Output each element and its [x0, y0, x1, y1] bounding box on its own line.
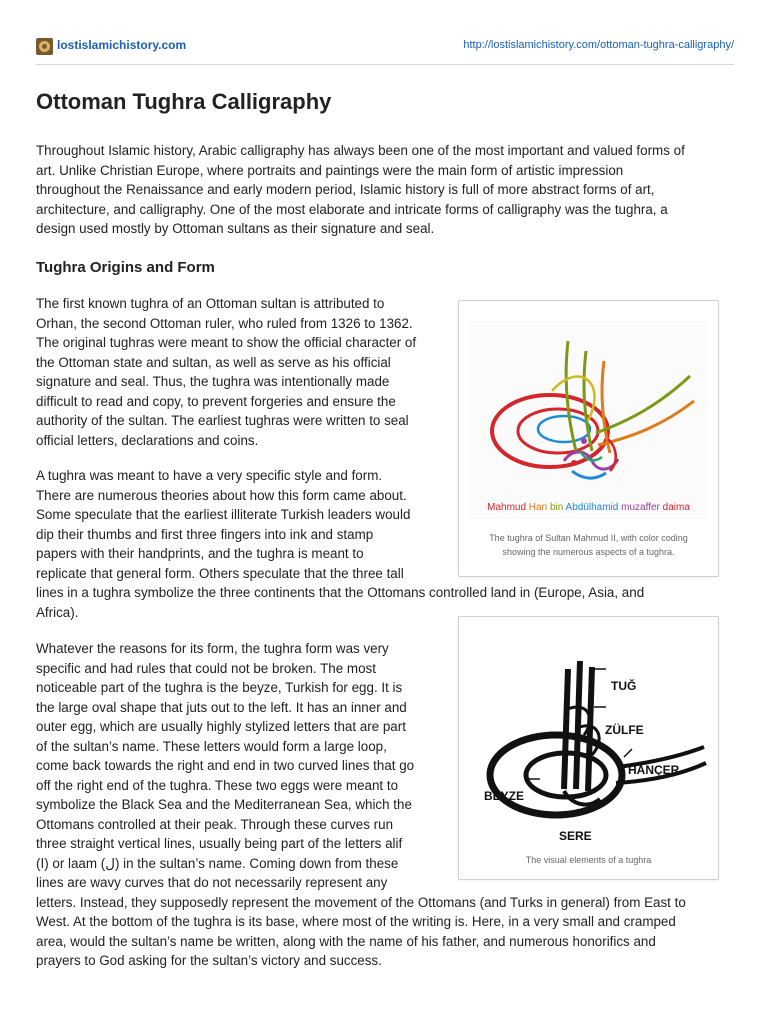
text-line: design used mostly by Ottoman sultans as their signature and seal. — [36, 221, 435, 236]
text-line: Africa). — [36, 604, 79, 620]
text-line: Whatever the reasons for its form, the tughra form was very — [36, 641, 389, 656]
text-line: papers with their handprints, and the tughra is meant to — [36, 546, 364, 561]
caption-line: The tughra of Sultan Mahmud II, with color coding — [489, 533, 688, 543]
text-line: letters. Instead, they supposedly represent the movement of the Ottomans (and Turks in general) from East to — [36, 894, 686, 910]
tughra-color-image — [468, 321, 708, 519]
legend-mahmud: Mahmud — [487, 502, 527, 513]
legend-bin: bin — [549, 502, 564, 513]
text-line: lines in a tughra symbolize the three continents that the Ottomans controlled land in (Europe, Asia, and — [36, 585, 645, 600]
header-divider — [36, 64, 734, 65]
text-line: The first known tughra of an Ottoman sultan is attributed to — [36, 296, 385, 311]
text-line: specific and had rules that could not be broken. The most — [36, 660, 376, 676]
text-line: area, would the sultan’s name be written, along with the name of his father, and numerous honorifics and — [36, 933, 656, 949]
text-line: come back towards the right and end in two curved lines that go — [36, 758, 415, 773]
text-line: A tughra was meant to have a very specific style and form. — [36, 468, 383, 483]
tughra-elements-drawing — [468, 639, 708, 843]
tughra-elements-image — [468, 639, 708, 843]
text-line: replicate that general form. Others speculate that the three tall — [36, 565, 404, 581]
text-line: signature and seal. Thus, the tughra was intentionally made — [36, 374, 390, 389]
site-logo-icon — [36, 38, 53, 55]
text-line: lines are wavy curves that do not necessarily represent any — [36, 875, 388, 890]
text-line: throughout the Renaissance and early modern period, Islamic history is full of more abstract forms of art, — [36, 182, 655, 197]
legend-abdulhamid: Abdülhamid — [565, 502, 619, 513]
text-line: The original tughras were meant to show the official character of — [36, 335, 417, 350]
figure-tughra-elements — [458, 616, 719, 880]
figure1-caption — [459, 531, 718, 559]
text-line: symbolize the Black Sea and the Mediterranean Sea, which the — [36, 797, 412, 812]
tughra-drawing — [468, 321, 708, 519]
text-line: authority of the sultan. The earliest tughras were written to seal — [36, 413, 409, 428]
figure-mahmud-tughra — [458, 300, 719, 577]
label-tug: TUĞ — [611, 679, 637, 693]
color-legend — [459, 501, 718, 514]
text-line: dip their thumbs and first three fingers into ink and stamp — [36, 526, 374, 542]
text-line: the large oval shape that juts out to the left. It has an inner and — [36, 699, 407, 715]
text-line: off the right end of the tughra. These two eggs were meant to — [36, 777, 399, 793]
text-line: art. Unlike Christian Europe, where portraits and paintings were the main form of artistic impression — [36, 162, 624, 178]
page-title: Ottoman Tughra Calligraphy — [36, 89, 332, 114]
label-sere: SERE — [559, 829, 592, 843]
legend-daima: daima — [662, 502, 690, 513]
page-url-link[interactable]: http://lostislamichistory.com/ottoman-tughra-calligraphy/ — [463, 39, 734, 51]
text-line: There are numerous theories about how this form came about. — [36, 487, 407, 503]
text-line: the Ottoman state and sultan, as well as serve as his official — [36, 354, 391, 370]
text-line: official letters, declarations and coins. — [36, 432, 259, 448]
text-line: three straight vertical lines, usually being part of the letters alif — [36, 836, 403, 851]
label-hancer: HANÇER — [628, 763, 680, 777]
text-line: difficult to read and copy, to prevent forgeries and ensure the — [36, 393, 396, 409]
caption-line: showing the numerous aspects of a tughra. — [502, 547, 675, 557]
legend-han: Han — [528, 502, 548, 513]
text-line: West. At the bottom of the tughra is its base, where most of the writing is. Here, in a very small and cramped — [36, 914, 676, 929]
text-line: Some speculate that the earliest illiterate Turkish leaders would — [36, 507, 411, 522]
text-line: (ا) or laam (ل) in the sultan’s name. Coming down from these — [36, 855, 399, 871]
figure2-caption: The visual elements of a tughra — [525, 855, 652, 865]
text-line: architecture, and calligraphy. One of the most elaborate and intricate forms of calligraphy was the tughra, a — [36, 201, 668, 217]
site-name-link[interactable]: lostislamichistory.com — [57, 38, 187, 52]
label-zulfe: ZÜLFE — [605, 723, 644, 737]
text-line: prayers to God asking for the sultan’s victory and success. — [36, 953, 382, 968]
legend-muzaffer: muzaffer — [621, 502, 660, 513]
intro-paragraph — [36, 141, 736, 239]
section-heading: Tughra Origins and Form — [36, 259, 215, 276]
page-header — [36, 36, 734, 58]
text-line: of the sultan’s name. These letters would form a large loop, — [36, 738, 387, 754]
label-beyze: BEYZE — [484, 789, 525, 803]
text-line: Ottomans controlled at their peak. Through these curves run — [36, 816, 394, 832]
text-line: outer egg, which are usually highly stylized letters that are part — [36, 719, 406, 734]
paragraph-origins — [36, 294, 451, 450]
text-line: Orhan, the second Ottoman ruler, who ruled from 1326 to 1362. — [36, 315, 413, 331]
text-line: noticeable part of the tughra is the beyze, Turkish for egg. It is — [36, 680, 403, 695]
text-line: Throughout Islamic history, Arabic calligraphy has always been one of the most important and valued forms of — [36, 143, 685, 158]
